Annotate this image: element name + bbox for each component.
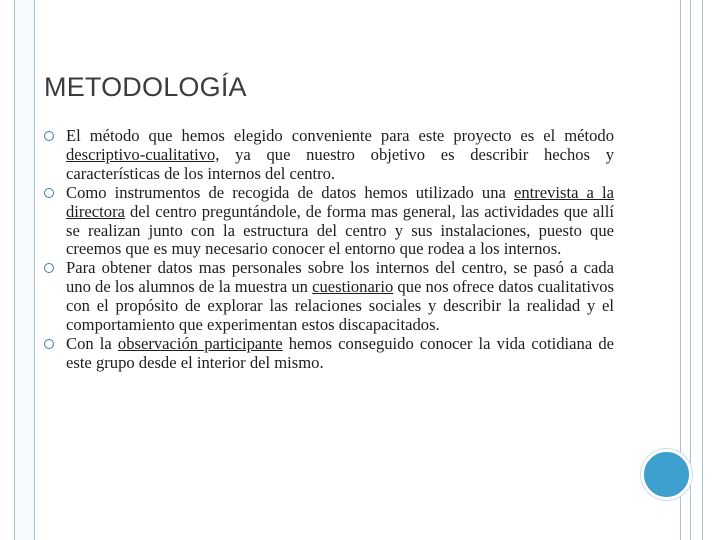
bullet-list bbox=[44, 127, 614, 373]
bullet-circle-icon bbox=[44, 188, 54, 198]
bullet-circle-icon bbox=[44, 131, 54, 141]
bullet-text: Para obtener datos mas personales sobre los internos del centro, se pasó a cada uno de los alumnos de la muestra un bbox=[66, 258, 614, 297]
underlined-term: observación participante bbox=[117, 333, 283, 353]
bullet-text: El método que hemos elegido conveniente para este proyecto es el método bbox=[66, 126, 614, 145]
bullet-item bbox=[44, 184, 614, 260]
decorative-circle-icon bbox=[641, 449, 692, 500]
bullet-text: Como instrumentos de recogida de datos hemos utilizado una bbox=[66, 182, 514, 202]
underlined-term: entrevista a la directora bbox=[66, 182, 614, 221]
bullet-text: que nos ofrece datos cualitativos con el propósito de explorar las relaciones sociales y describir la realidad y el comportamiento que experimentan estos discapacitados. bbox=[66, 277, 614, 335]
frame-right-outer-rule bbox=[702, 0, 703, 540]
frame-left-inner-rule bbox=[34, 0, 35, 540]
bullet-text: Con la bbox=[66, 333, 118, 353]
slide-title: METODOLOGÍA bbox=[44, 72, 247, 102]
bullet-text: hemos conseguido conocer la vida cotidiana de este grupo desde el interior del mismo. bbox=[66, 333, 614, 372]
underlined-term: descriptivo-cualitativo, bbox=[66, 144, 220, 164]
bullet-item bbox=[44, 127, 614, 184]
bullet-item bbox=[44, 335, 614, 373]
bullet-circle-icon bbox=[44, 263, 54, 273]
frame-right-rule bbox=[690, 0, 691, 540]
bullet-text: ya que nuestro objetivo es describir hechos y características de los internos del centro. bbox=[66, 144, 614, 183]
underlined-term: cuestionario bbox=[312, 277, 394, 297]
bullet-circle-icon bbox=[44, 339, 54, 349]
bullet-item bbox=[44, 259, 614, 335]
bullet-text: del centro preguntándole, de forma mas general, las actividades que allí se realizan junto con la estructura del centro y sus instalaciones, puesto que creemos que es muy necesario conocer el entorno que rodea a los internos. bbox=[66, 201, 614, 259]
frame-left-rule bbox=[14, 0, 15, 540]
